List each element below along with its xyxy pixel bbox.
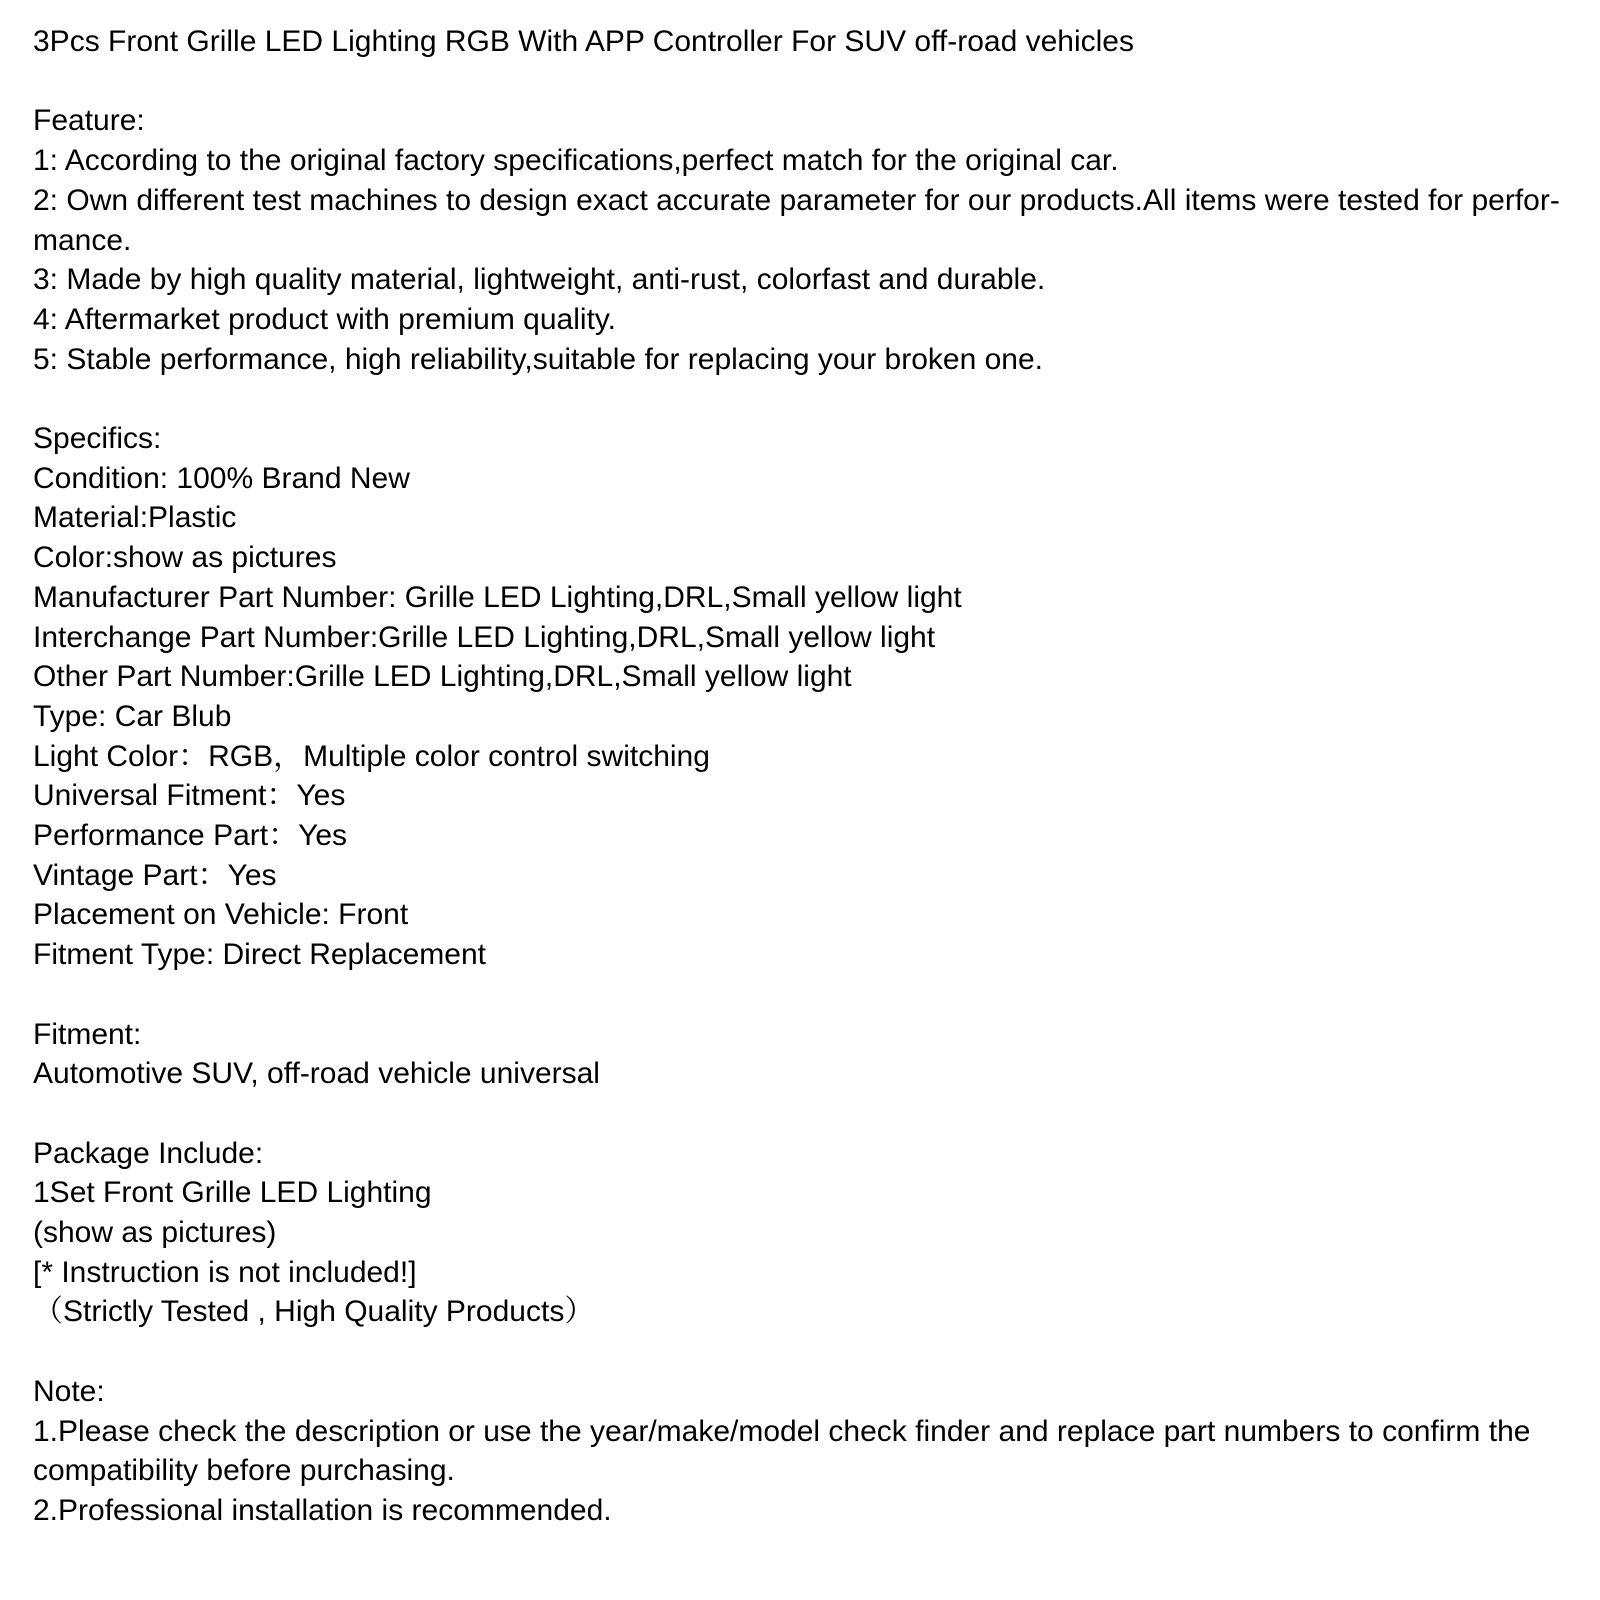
feature-line: 3: Made by high quality material, lightweight, anti-rust, colorfast and durable. <box>33 263 1046 297</box>
spec-interchange-part-number: Interchange Part Number:Grille LED Lighting,DRL,Small yellow light <box>33 620 936 654</box>
feature-line: mance. <box>33 223 132 257</box>
spec-vintage-part: Vintage Part：Yes <box>33 858 277 892</box>
spec-material: Material:Plastic <box>33 501 237 535</box>
feature-line: 2: Own different test machines to design exact accurate parameter for our products.All items were tested for perfor- <box>33 183 1560 217</box>
spec-universal-fitment: Universal Fitment：Yes <box>33 779 346 813</box>
spec-light-color: Light Color：RGB，Multiple color control switching <box>33 739 710 773</box>
package-line: （Strictly Tested , High Quality Products） <box>33 1295 595 1329</box>
spec-manufacturer-part-number: Manufacturer Part Number: Grille LED Lighting,DRL,Small yellow light <box>33 580 962 614</box>
feature-line: 5: Stable performance, high reliability,suitable for replacing your broken one. <box>33 342 1044 376</box>
section-fitment <box>33 1015 1570 1094</box>
section-feature-heading: Feature: <box>33 104 145 138</box>
section-specifics-heading: Specifics: <box>33 422 162 455</box>
spec-fitment-type: Fitment Type: Direct Replacement <box>33 938 486 972</box>
spec-type: Type: Car Blub <box>33 699 232 733</box>
note-line: 2.Professional installation is recommended. <box>33 1493 612 1527</box>
spec-color: Color:show as pictures <box>33 541 337 575</box>
section-feature <box>33 101 1570 379</box>
spec-other-part-number: Other Part Number:Grille LED Lighting,DRL,Small yellow light <box>33 660 852 694</box>
spec-placement-on-vehicle: Placement on Vehicle: Front <box>33 898 409 932</box>
spec-condition: Condition: 100% Brand New <box>33 461 410 495</box>
fitment-line: Automotive SUV, off-road vehicle universal <box>33 1057 600 1091</box>
section-note <box>33 1372 1570 1531</box>
package-line: 1Set Front Grille LED Lighting <box>33 1176 432 1210</box>
section-package-heading: Package Include: <box>33 1136 264 1170</box>
spec-performance-part: Performance Part：Yes <box>33 819 348 853</box>
note-line: 1.Please check the description or use the year/make/model check finder and replace part numbers to confirm the <box>33 1414 1531 1448</box>
section-note-heading: Note: <box>33 1374 105 1408</box>
section-fitment-heading: Fitment: <box>33 1017 142 1051</box>
feature-line: 4: Aftermarket product with premium quality. <box>33 302 617 336</box>
package-line: (show as pictures) <box>33 1216 277 1250</box>
feature-line: 1: According to the original factory specifications,perfect match for the original car. <box>33 144 1119 178</box>
page-title: 3Pcs Front Grille LED Lighting RGB With APP Controller For SUV off-road vehicles <box>33 25 1134 58</box>
section-specifics <box>33 419 1570 975</box>
package-line: [* Instruction is not included!] <box>33 1255 417 1289</box>
section-package-include <box>33 1134 1570 1333</box>
note-line: compatibility before purchasing. <box>33 1454 455 1488</box>
